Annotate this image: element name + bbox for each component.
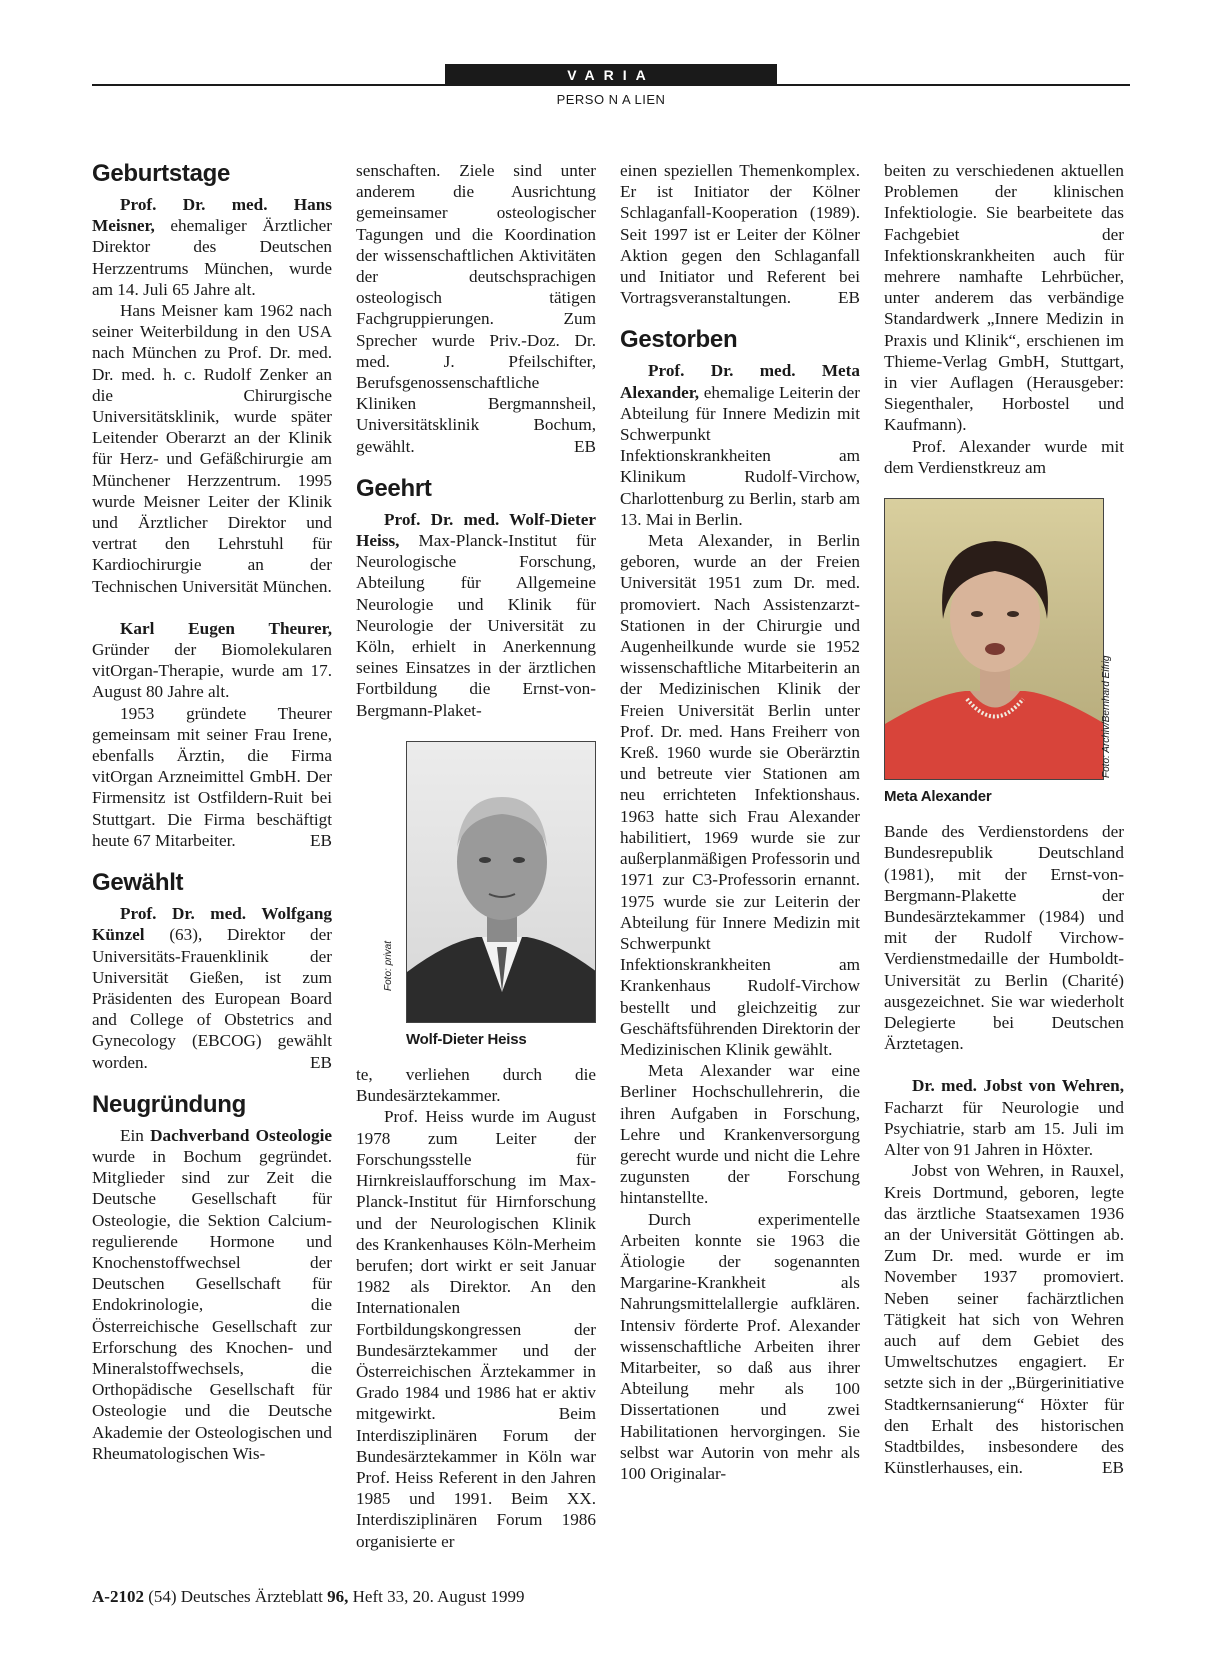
journal-issue: Heft 33, 20. August 1999 bbox=[348, 1587, 525, 1606]
portrait-illustration bbox=[885, 499, 1104, 779]
person-name: Prof. Dr. med. Wolf-Dieter Heiss, bbox=[356, 509, 596, 551]
photo-caption: Meta Alexander bbox=[884, 788, 992, 806]
paragraph: Prof. Alexander wurde mit dem Verdienstkreuz am bbox=[884, 436, 1124, 477]
author-signature: EB bbox=[574, 436, 596, 456]
portrait-photo-alexander bbox=[884, 498, 1104, 780]
paragraph: Ein Dachverband Osteologie wurde in Bochum gegründet. Mitglieder sind zur Zeit die Deutsche Gesellschaft für Osteologie, die Sektion Calcium-regulierende Hormone und Knochenstoffwechsel der Deutschen Gesellschaft für Endokrinologie, die Österreichische Gesellschaft zur Erforschung des Knochen- und Mineralstoffwechsels, die Orthopädische Gesellschaft für Osteologie und die Deutsche Akademie der Osteologischen und Rheumatologischen Wis- bbox=[92, 1125, 332, 1463]
photo-credit: Foto: privat bbox=[383, 940, 394, 991]
paragraph: Meta Alexander, in Berlin geboren, wurde an der Freien Universität 1951 zum Dr. med. promoviert. Nach Assistenzarzt-Stationen in der Chirurgie und Augenheilkunde wurde sie 1952 wissenschaftliche Mitarbeiterin an der Medizinischen Klinik der Freien Universität Berlin unter Prof. Dr. med. Hans Freiherr von Kreß. 1960 wurde sie Oberärztin und betreute vier Stationen am neu errichteten Infektionshaus. 1963 hatte sich Frau Alexander habilitiert, 1969 wurde sie zur außerplanmäßigen Professorin und 1971 zur C3-Professorin ernannt. 1975 wurde sie zur Leiterin der Abteilung für Innere Medizin mit Schwerpunkt Infektionskrankheiten am Krankenhaus Rudolf-Virchow bestellt und gleichzeitig zur Geschäftsführenden Direktorin der Medizinischen Klinik gewählt. bbox=[620, 531, 860, 1059]
paragraph: Jobst von Wehren, in Rauxel, Kreis Dortmund, geboren, legte das ärztliche Staatsexamen 1936 an der Universität Göttingen ab. Zum Dr. med. wurde er im November 1937 promoviert. Neben seiner fachärztlichen Tätigkeit hat sich von Wehren auch auf dem Gebiet des Umweltschutzes engagiert. Er setzte sich in der „Bürgerinitiative Stadtkernsanierung“ Höxter für den Erhalt des historischen Stadtbildes, insbesondere des Künstlerhauses, ein. EB bbox=[884, 1161, 1124, 1478]
paragraph: Prof. Dr. med. Hans Meisner, ehemaliger Ärztlicher Direktor des Deutschen Herzzentrums München, wurde am 14. Juli 65 Jahre alt. bbox=[92, 195, 332, 299]
author-signature: EB bbox=[310, 830, 332, 850]
column-4 bbox=[884, 160, 1124, 1478]
heading-neugruendung: Neugründung bbox=[92, 1090, 247, 1118]
journal-volume: 96, bbox=[327, 1587, 349, 1606]
heading-gewaehlt: Gewählt bbox=[92, 869, 184, 897]
page-number: A-2102 bbox=[92, 1587, 144, 1606]
photo-alexander-figure bbox=[884, 498, 1124, 807]
person-name: Prof. Dr. med. Wolfgang Künzel bbox=[92, 904, 332, 945]
paragraph: Meta Alexander war eine Berliner Hochschullehrerin, die ihren Aufgaben in Forschung, Lehre und Krankenversorgung gerecht wurde und nicht die Lehre zugunsten der Forschung hintanstellte. bbox=[620, 1061, 860, 1208]
column-3 bbox=[620, 160, 860, 1484]
person-name: Karl Eugen Theurer, bbox=[120, 618, 332, 638]
author-signature: EB bbox=[310, 1052, 332, 1072]
author-signature: EB bbox=[838, 288, 860, 308]
paragraph: Dr. med. Jobst von Wehren, Facharzt für Neurologie und Psychiatrie, starb am 15. Juli im Alter von 91 Jahren in Höxter. bbox=[884, 1076, 1124, 1160]
paragraph: te, verliehen durch die Bundesärztekammer. bbox=[356, 1065, 596, 1106]
heading-gestorben: Gestorben bbox=[620, 326, 738, 354]
paragraph: Prof. Heiss wurde im August 1978 zum Leiter der Forschungsstelle für Hirnkreislaufforschung im Max-Planck-Institut für Hirnforschung und der Neurologischen Klinik des Krankenhauses Köln-Merheim berufen; dort wirkt er seit Januar 1982 als Direktor. An den Internationalen Fortbildungskongressen der Bundesärztekammer und der Österreichischen Ärztekammer in Grado 1984 und 1986 hat er aktiv mitgewirkt. Beim Interdisziplinären Forum der Bundesärztekammer in Köln war Prof. Heiss Referent in den Jahren 1985 und 1991. Beim XX. Interdisziplinären Forum 1986 organisierte er bbox=[356, 1107, 596, 1551]
journal-citation: (54) Deutsches Ärzteblatt bbox=[143, 1587, 328, 1606]
portrait-illustration bbox=[407, 742, 596, 1022]
column-1 bbox=[92, 160, 332, 1464]
paragraph: Bande des Verdienstordens der Bundesrepublik Deutschland (1981), mit der Ernst-von-Bergmann-Plakette der Bundesärztekammer (1984) und mit der Rudolf Virchow-Verdienstmedaille der Humboldt-Universität zu Berlin (Charité) ausgezeichnet. Sie war wiederholt Delegierte bei Deutschen Ärztetagen. bbox=[884, 822, 1124, 1054]
subsection-label: PERSO N A LIEN bbox=[556, 92, 666, 107]
paragraph: Prof. Dr. med. Wolf-Dieter Heiss, Max-Planck-Institut für Neurologische Forschung, Abteilung für Allgemeine Neurologie und Klinik für Neurologie der Universität zu Köln, erhielt in Anerkennung seines Einsatzes in der ärztlichen Fortbildung die Ernst-von-Bergmann-Plaket- bbox=[356, 509, 596, 720]
photo-caption: Wolf-Dieter Heiss bbox=[406, 1030, 527, 1048]
heading-geburtstage: Geburtstage bbox=[92, 160, 231, 187]
paragraph: Prof. Dr. med. Meta Alexander, ehemalige Leiterin der Abteilung für Innere Medizin mit Schwerpunkt Infektionskrankheiten am Klinikum Rudolf-Virchow, Charlottenburg zu Berlin, starb am 13. Mai in Berlin. bbox=[620, 361, 860, 529]
photo-heiss-figure bbox=[356, 741, 596, 1050]
portrait-photo-heiss bbox=[406, 741, 596, 1023]
paragraph: 1953 gründete Theurer gemeinsam mit seiner Frau Irene, ebenfalls Ärztin, die Firma vitOrgan Arzneimittel GmbH. Der Firmensitz ist Ostfildern-Ruit bei Stuttgart. Die Firma beschäftigt heute 67 Mitarbeiter. EB bbox=[92, 703, 332, 850]
paragraph: Karl Eugen Theurer, Gründer der Biomolekularen vitOrgan-Therapie, wurde am 17. August 80 Jahre alt. bbox=[92, 618, 332, 702]
heading-geehrt: Geehrt bbox=[356, 474, 432, 502]
paragraph: beiten zu verschiedenen aktuellen Problemen der klinischen Infektiologie. Sie bearbeitete das Fachgebiet der Infektionskrankheiten auch für mehrere namhafte Lehrbücher, unter anderem das verbändige Standardwerk „Innere Medizin in Praxis und Klinik“, erschienen im Thieme-Verlag GmbH, Stuttgart, in vier Auflagen (Herausgeber: Siegenthaler, Horbostel und Kaufmann). bbox=[884, 161, 1124, 435]
paragraph: Prof. Dr. med. Wolfgang Künzel (63), Direktor der Universitäts-Frauenklinik der Universität Gießen, ist zum Präsidenten des European Board and College of Obstetrics and Gynecology (EBCOG) gewählt worden. EB bbox=[92, 904, 332, 1072]
person-name: Prof. Dr. med. Hans Meisner, bbox=[92, 195, 332, 236]
paragraph: einen speziellen Themenkomplex. Er ist Initiator der Kölner Schlaganfall-Kooperation (1989). Seit 1997 ist er Leiter der Kölner Aktion gegen den Schlaganfall und Initiator und Referent bei Vortragsveranstaltungen. EB bbox=[620, 161, 860, 308]
paragraph: Hans Meisner kam 1962 nach seiner Weiterbildung in den USA nach München zu Prof. Dr. med. Dr. med. h. c. Rudolf Zenker an die Chirurgische Universitätsklinik, wurde später Leitender Oberarzt an der Klinik für Herz- und Gefäßchirurgie am Münchener Herzzentrum. 1995 wurde Meisner Leiter der Klinik und Ärztlicher Direktor und vertrat den Lehrstuhl für Kardiochirurgie an der Technischen Universität München. bbox=[92, 301, 332, 596]
paragraph: Durch experimentelle Arbeiten konnte sie 1963 die Ätiologie der sogenannten Margarine-Krankheit als Nahrungsmittelallergie aufklären. Intensiv förderte Prof. Alexander wissenschaftliche Arbeiten ihrer Mitarbeiter, so daß aus ihrer Abteilung mehr als 100 Dissertationen und zwei Habilitationen hervorgingen. Sie selbst war Autorin von mehr als 100 Originalar- bbox=[620, 1209, 860, 1483]
photo-credit: Foto: Archiv/Bernhard Eifrig bbox=[1101, 655, 1112, 779]
person-name: Prof. Dr. med. Meta Alexander, bbox=[620, 361, 860, 402]
section-banner: VARIA bbox=[445, 64, 777, 86]
paragraph: senschaften. Ziele sind unter anderem die Ausrichtung gemeinsamer osteologischer Tagungen und die Koordination der wissenschaftlichen Aktivitäten der deutschsprachigen osteologisch tätigen Fachgruppierungen. Zum Sprecher wurde Priv.-Doz. Dr. med. J. Pfeilschifter, Berufsgenossenschaftliche Kliniken Bergmannsheil, Universitätsklinik Bochum, gewählt. EB bbox=[356, 161, 596, 456]
page-footer bbox=[92, 1587, 525, 1607]
author-signature: EB bbox=[1102, 1458, 1124, 1478]
column-2 bbox=[356, 160, 596, 1552]
person-name: Dr. med. Jobst von Wehren, bbox=[912, 1076, 1124, 1096]
